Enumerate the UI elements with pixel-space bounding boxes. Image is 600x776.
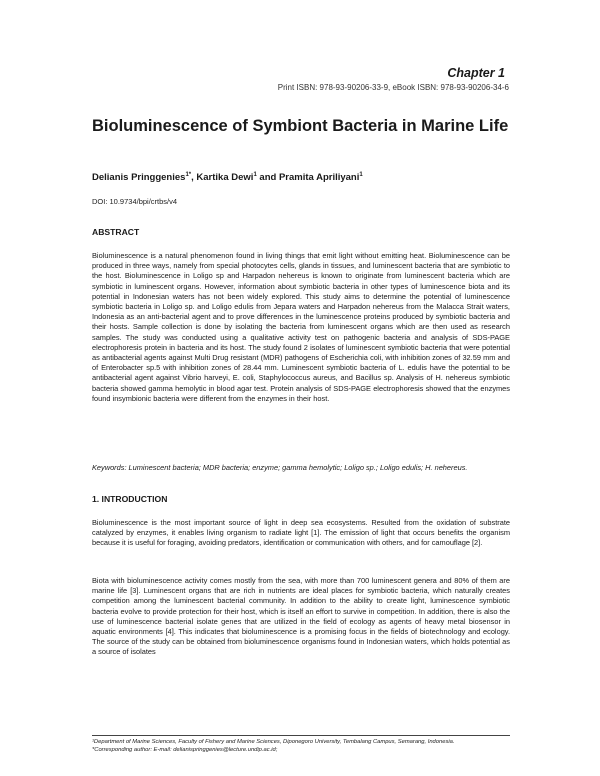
footnote-divider [92,735,510,736]
keywords: Keywords: Luminescent bacteria; MDR bacteria; enzyme; gamma hemolytic; Loligo sp.; Loligo edulis; H. nehereus. [92,463,468,472]
introduction-paragraph-2: Biota with bioluminescence activity comes mostly from the sea, with more than 700 luminescent genera and 80% of them are marine life [3]. Luminescent organs that are rich in nutrients are ideal places for symbiotic bacteria, which naturally creates competition among the luminescent bacterial community. In addition to the ability to create light, luminescence symbiotic bacteria evolve to provide protection for their host, which is itself an effort to survive in competition. In addition, there is also the use of luminescence bacterial isolate genes that are utilized in the field of ecology as agents of heavy metal biosensor in aquatic environments [4]. This indicates that bioluminescence is a promising focus in the fields of biotechnology and ecology. The source of the study can be obtained from bioluminescence organisms found in Indonesian waters, which holds potential as a source of isolates [92,576,510,657]
author-affiliation-mark: 1* [185,172,192,178]
footnotes [92,738,510,754]
introduction-heading: 1. INTRODUCTION [92,494,168,504]
author-separator: and [256,172,279,184]
doi-link[interactable]: DOI: 10.9734/bpi/crtbs/v4 [92,197,178,206]
author-name: Delianis Pringgenies [92,172,186,184]
author-separator: , [191,172,197,184]
author-name: Kartika Dewi [196,172,254,184]
chapter-label: Chapter 1 [447,66,505,80]
introduction-paragraph-1: Bioluminescence is the most important source of light in deep sea ecosystems. Resulted from the oxidation of substrate catalyzed by enzymes, it enables living organism to radiate light [1]. The emission of light that occurs benefits the organism because it is useful for foraging, avoiding predators, identification or communication with others, and for camouflage [2]. [92,518,510,548]
author-name: Pramita Apriliyani [278,172,360,184]
author-affiliation-mark: 1 [359,172,363,178]
author-affiliation-mark: 1 [253,172,257,178]
author-list [92,172,363,183]
abstract-body: Bioluminescence is a natural phenomenon found in living things that emit light without emitting heat. Bioluminescence can be produced in three ways, namely from special photocytes cells, glands in tissues, and luminescent bacteria that are symbiotic to the host. Bioluminescence in Loligo sp and Harpadon nehereus is known to originate from luminescent bacteria which are symbiotic in luminescent organs. However, information about symbiotic bacteria in other types of luminescence biota and its potential in Indonesian waters has not been widely explored. This study aims to determine the potential of luminescence symbiotic bacteria in Loligo sp. and Loligo edulis from Jepara waters and Harpadon nehereus from the Malacca Strait waters, Indonesia as an anti-bacterial agent and to prove differences in the luminescence proteins produced by symbiotic bacteria and their hosts. Sample collection is done by isolating the bacteria from luminescent organs which are then used as research samples. The study was conducted using a qualitative activity test on pathogenic bacteria and analysis of SDS-PAGE electrophoresis protein in bacteria and its host. The study found 2 isolates of luminescent symbiotic bacteria that were potential as antibacterial agents against Multi Drug resistant (MDR) pathogens of Escherichia coli, with inhibition zones of 32.59 mm and of Enterobacter sp.5 with inhibition zones of 28.44 mm. Luminescent symbiotic bacteria of L. edulis have the potential to be antibacterial agent against Vibrio harveyi, E. coli, Staphylococcus aureus, and Bacillus sp. Analysis of H. nehereus symbiotic bacteria showed gamma hemolytic in blood agar test. Protein analysis of SDS-PAGE electrophoresis showed that the enzymes found insymbionic bacteria were different from the enzymes in their host. [92,251,510,403]
affiliation-footnote: ¹Department of Marine Sciences, Faculty of Fishery and Marine Sciences, Diponegoro University, Tembalang Campus, Semarang, Indonesia. [92,739,455,745]
isbn-line: Print ISBN: 978-93-90206-33-9, eBook ISBN: 978-93-90206-34-6 [277,83,509,92]
paper-title: Bioluminescence of Symbiont Bacteria in Marine Life [92,117,509,135]
corresponding-author-footnote: *Corresponding author: E-mail: delianispringgenies@lecture.undip.ac.id; [92,747,278,753]
abstract-heading: ABSTRACT [92,227,140,237]
